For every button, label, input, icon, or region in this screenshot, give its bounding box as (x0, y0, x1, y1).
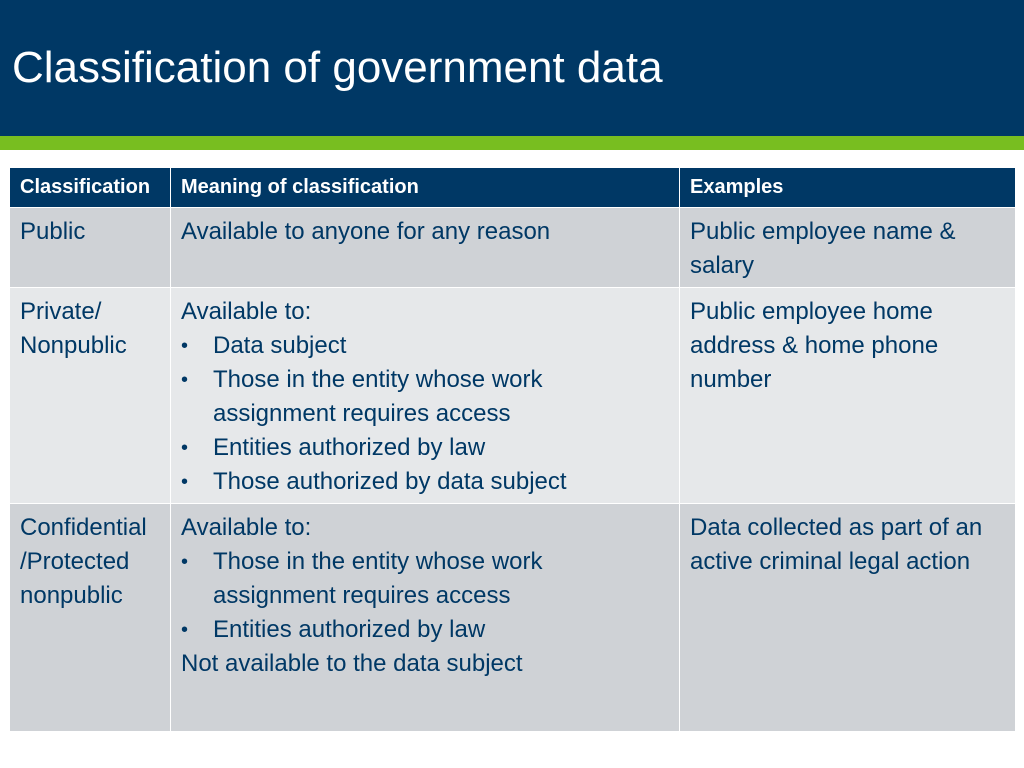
bullet-icon: • (181, 551, 189, 573)
classification-line: Confidential (20, 514, 147, 541)
list-item (181, 613, 669, 647)
list-item (181, 329, 669, 363)
classification-line: Private/ (20, 298, 102, 325)
table-header-row (10, 168, 1016, 208)
bullet-text: Entities authorized by law (213, 434, 486, 461)
cell-examples (680, 288, 1016, 504)
slide-title: Classification of government data (12, 43, 663, 92)
cell-examples (680, 504, 1016, 732)
examples-text: Data collected as part of an active criminal legal action (690, 514, 983, 575)
accent-stripe (0, 136, 1024, 150)
examples-text: Public employee home address & home phone number (690, 298, 939, 393)
table-row-confidential (10, 504, 1016, 732)
bullet-text: Entities authorized by law (213, 616, 486, 643)
cell-examples (680, 208, 1016, 288)
list-item (181, 545, 669, 613)
list-item (181, 431, 669, 465)
classification-table (9, 167, 1016, 732)
classification-line: /Protected (20, 548, 130, 575)
header-meaning: Meaning of classification (171, 168, 680, 208)
meaning-bullet-list (181, 545, 669, 647)
meaning-bullet-list (181, 329, 669, 499)
cell-classification (10, 504, 171, 732)
list-item (181, 363, 669, 431)
classification-line: Nonpublic (20, 332, 127, 359)
meaning-intro: Available to: (181, 514, 312, 541)
bullet-icon: • (181, 437, 189, 459)
examples-text: Public employee name & salary (690, 218, 956, 279)
meaning-intro: Available to anyone for any reason (181, 218, 551, 245)
cell-meaning (171, 288, 680, 504)
bullet-text: Those in the entity whose work assignment requires access (213, 366, 543, 427)
bullet-icon: • (181, 335, 189, 357)
bullet-icon: • (181, 619, 189, 641)
cell-meaning (171, 208, 680, 288)
classification-line: Public (20, 218, 86, 245)
cell-meaning (171, 504, 680, 732)
bullet-text: Those authorized by data subject (213, 468, 567, 495)
meaning-intro: Available to: (181, 298, 312, 325)
bullet-icon: • (181, 369, 189, 391)
bullet-icon: • (181, 471, 189, 493)
table-row-private (10, 288, 1016, 504)
meaning-outro: Not available to the data subject (181, 650, 523, 677)
table-row-public (10, 208, 1016, 288)
header-classification: Classification (10, 168, 171, 208)
list-item (181, 465, 669, 499)
cell-classification (10, 208, 171, 288)
bullet-text: Those in the entity whose work assignment requires access (213, 548, 543, 609)
classification-line: nonpublic (20, 582, 123, 609)
title-band (0, 0, 1024, 136)
header-examples: Examples (680, 168, 1016, 208)
bullet-text: Data subject (213, 332, 347, 359)
cell-classification (10, 288, 171, 504)
